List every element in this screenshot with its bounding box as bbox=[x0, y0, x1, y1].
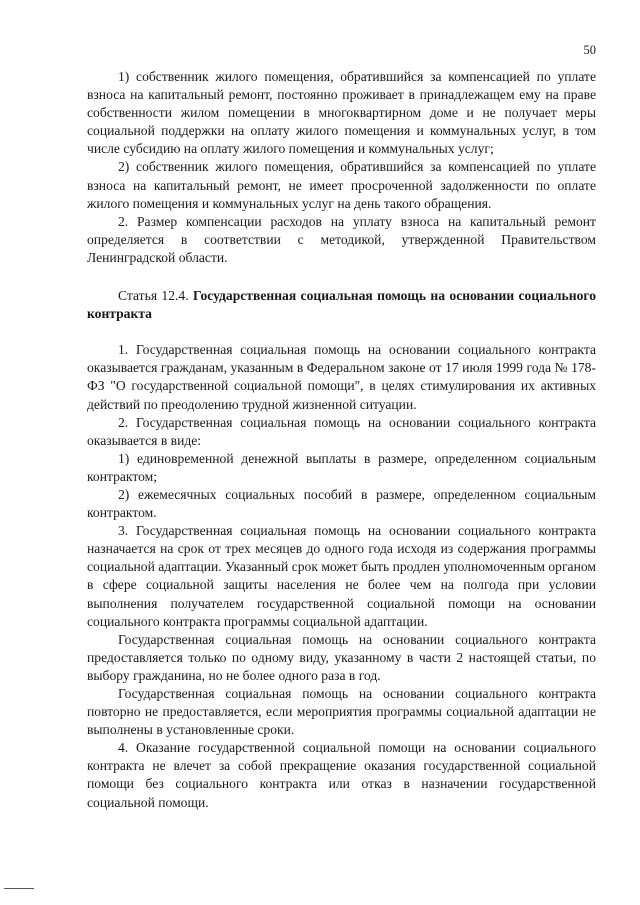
paragraph-article-part-2: 2. Государственная социальная помощь на основании социального контракта оказывается в виде: bbox=[87, 414, 596, 448]
paragraph-article-part-3-sub-2: Государственная социальная помощь на основании социального контракта повторно не предоставляется, если мероприятия программы социальной адаптации не выполнены в установленные сроки. bbox=[87, 686, 596, 738]
paragraph-article-part-1: 1. Государственная социальная помощь на основании социального контракта оказывается гражданам, указанным в Федеральном законе от 17 июля 1999 года № 178-ФЗ "О государственной социальной помощи", в целях стимулирования их активных действий по преодолению трудной жизненной ситуации. bbox=[87, 342, 596, 412]
article-number: Статья 12.4. bbox=[118, 288, 189, 304]
paragraph-article-part-4: 4. Оказание государственной социальной помощи на основании социального контракта не влечет за собой прекращение оказания государственной социальной помощи без социального контракта или отказ в назначении государственной социальной помощи. bbox=[87, 740, 596, 810]
paragraph-article-part-2-item-2: 2) ежемесячных социальных пособий в размере, определенном социальным контрактом. bbox=[87, 486, 596, 521]
paragraph-article-part-3-sub-1: Государственная социальная помощь на основании социального контракта предоставляется только по одному виду, указанному в части 2 настоящей статьи, по выбору гражданина, но не более одного раза в год. bbox=[87, 631, 596, 683]
paragraph-compensation-amount: 2. Размер компенсации расходов на уплату взноса на капитальный ремонт определяется в соответствии с методикой, утвержденной Правительством Ленинградской области. bbox=[87, 213, 596, 265]
article-heading bbox=[87, 287, 596, 323]
paragraph-article-part-3: 3. Государственная социальная помощь на основании социального контракта назначается на срок от трех месяцев до одного года исходя из содержания программы социальной адаптации. Указанный срок может быть продлен уполномоченным органом в сфере социальной защиты населения не более чем на полгода при условии выполнения получателем государственной социальной помощи на основании социального контракта программы социальной адаптации. bbox=[87, 523, 596, 629]
paragraph-article-part-2-item-1: 1) единовременной денежной выплаты в размере, определенном социальным контрактом; bbox=[87, 450, 596, 484]
paragraph-clause-2: 2) собственник жилого помещения, обратившийся за компенсацией по уплате взноса на капитальный ремонт, не имеет просроченной задолженности по оплате жилого помещения и коммунальных услуг на день такого обращения. bbox=[87, 159, 596, 211]
article-title: Государственная социальная помощь на основании социального контракта bbox=[87, 288, 596, 322]
scan-edge-mark bbox=[4, 888, 34, 889]
page-number: 50 bbox=[583, 43, 596, 57]
paragraph-clause-1: 1) собственник жилого помещения, обратившийся за компенсацией по уплате взноса на капитальный ремонт, постоянно проживает в принадлежащем ему на праве собственности жилом помещении в многоквартирном доме и не получает меры социальной поддержки на оплату жилого помещения и коммунальных услуг, в том числе субсидию на оплату жилого помещения и коммунальных услуг; bbox=[87, 69, 596, 157]
document-body bbox=[87, 68, 596, 812]
